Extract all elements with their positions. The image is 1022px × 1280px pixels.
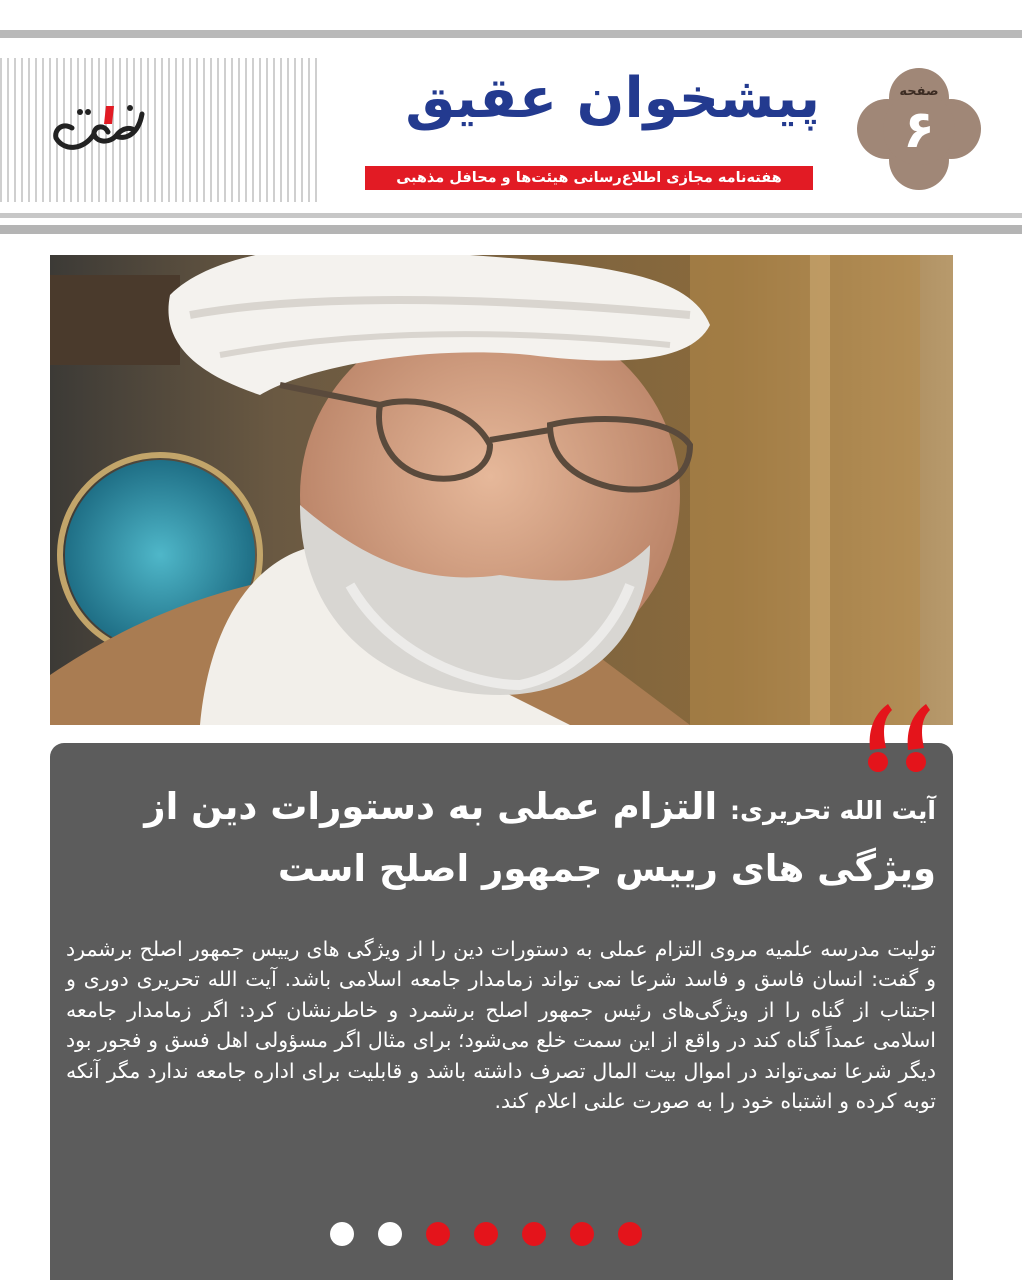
masthead-text: پیشخوان عقیق <box>405 66 820 131</box>
pagination-dot[interactable] <box>330 1222 354 1246</box>
headline-line-1 <box>144 778 936 840</box>
page-label: صفحه <box>899 84 939 99</box>
top-rule <box>0 30 1022 38</box>
headline-speaker: آیت الله تحریری: <box>730 796 936 825</box>
masthead-title <box>360 66 820 144</box>
quote-mark-icon <box>862 700 934 776</box>
header-stripes <box>0 58 322 202</box>
headline-line-2: ویژگی های رییس جمهور اصلح است <box>277 847 936 890</box>
pagination-dot[interactable] <box>426 1222 450 1246</box>
pagination-dot[interactable] <box>474 1222 498 1246</box>
pagination-dot[interactable] <box>618 1222 642 1246</box>
article-headline <box>144 778 936 898</box>
page-number-badge <box>855 68 983 190</box>
pagination-dot[interactable] <box>570 1222 594 1246</box>
page-number: ۶ <box>903 100 935 160</box>
header-bottom-rule-thick <box>0 225 1022 234</box>
header-bottom-rule <box>0 213 1022 218</box>
masthead-tagline: هفته‌نامه مجازی اطلاع‌رسانی هیئت‌ها و محافل مذهبی <box>365 166 813 190</box>
pagination-dots <box>330 1222 650 1248</box>
aqiq-logo-icon <box>50 96 150 160</box>
pagination-dot[interactable] <box>378 1222 402 1246</box>
pagination-dot[interactable] <box>522 1222 546 1246</box>
article-body: تولیت مدرسه علمیه مروی التزام عملی به دستورات دین را از ویژگی های رییس جمهور اصلح برشمرد و گفت: انسان فاسق و فاسد شرعا نمی تواند زمامدار جامعه اسلامی باشد. آیت الله تحریری دوری و اجتناب از گناه را از ویژگی‌های رئیس جمهور اصلح برشمرد و خاطرنشان کرد: اگر زمامدار جامعه اسلامی عمداً گناه کند در واقع از این سمت خلع می‌شود؛ برای مثال اگر مسؤولی اهل فسق و فجور بود دیگر شرعا نمی‌تواند در اموال بیت المال تصرف داشته باشد و قابلیت برای اداره جامعه ندارد مگر آنکه توبه کرده و اشتباه خود را به صورت علنی اعلام کند. <box>66 937 936 1114</box>
headline-line-1-text: التزام عملی به دستورات دین از <box>144 785 718 828</box>
article-photo <box>50 255 953 725</box>
